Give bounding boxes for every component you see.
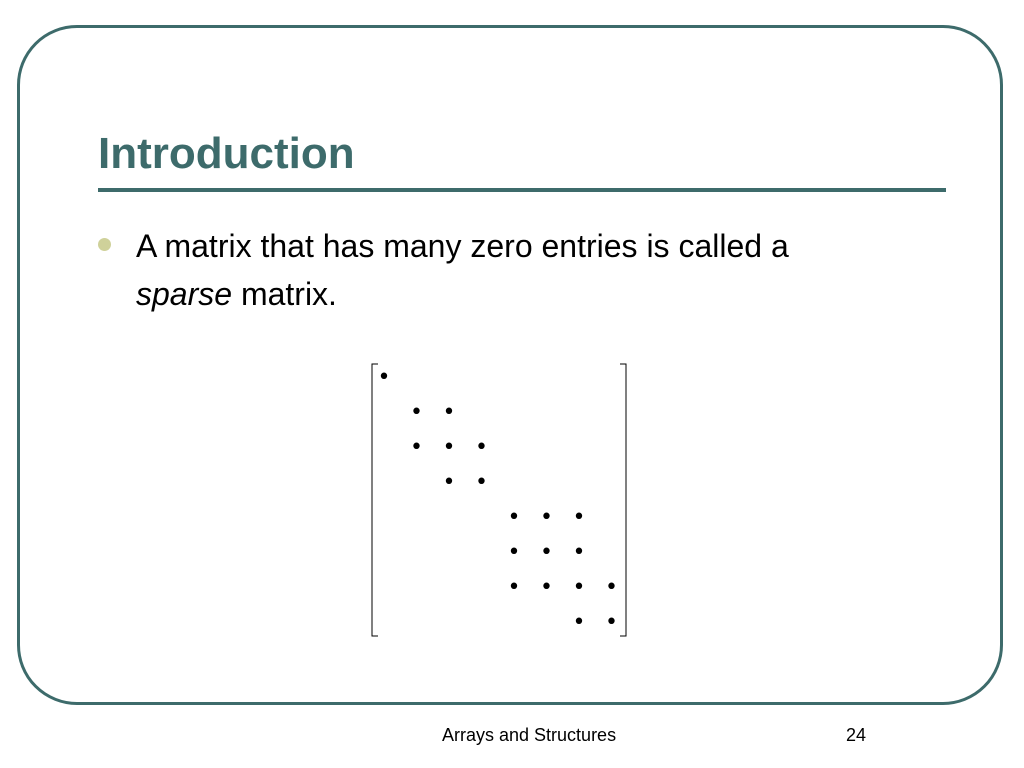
- bullet-text: [136, 222, 858, 318]
- matrix-nonzero-entry: •: [572, 575, 586, 600]
- matrix-nonzero-entry: •: [540, 575, 553, 600]
- bullet-dot-icon: [98, 238, 111, 251]
- bullet-emphasis: sparse: [136, 276, 233, 312]
- matrix-nonzero-entry: •: [377, 365, 391, 390]
- matrix-nonzero-entry: •: [507, 505, 521, 530]
- matrix-nonzero-entry: •: [572, 610, 586, 635]
- matrix-nonzero-entry: •: [572, 505, 586, 530]
- slide-title: Introduction: [98, 129, 355, 178]
- sparse-matrix-figure: [360, 358, 640, 643]
- matrix-nonzero-entry: •: [475, 470, 488, 495]
- bullet-text-after: matrix.: [232, 276, 337, 312]
- title-underline: [98, 188, 946, 192]
- sparse-matrix-svg: [360, 358, 640, 643]
- matrix-nonzero-entry: •: [507, 575, 521, 600]
- matrix-nonzero-entry: •: [605, 610, 618, 635]
- matrix-entries: [378, 365, 618, 635]
- matrix-nonzero-entry: •: [475, 435, 488, 460]
- bullet-text-before: A matrix that has many zero entries is called a: [136, 228, 789, 264]
- matrix-nonzero-entry: •: [540, 505, 553, 530]
- right-bracket: [620, 364, 626, 636]
- matrix-nonzero-entry: •: [605, 575, 618, 600]
- matrix-nonzero-entry: •: [442, 470, 456, 495]
- matrix-nonzero-entry: •: [540, 540, 553, 565]
- matrix-nonzero-entry: •: [442, 435, 456, 460]
- matrix-nonzero-entry: •: [410, 400, 423, 425]
- page-number: 24: [846, 725, 867, 745]
- matrix-nonzero-entry: •: [507, 540, 521, 565]
- matrix-nonzero-entry: •: [572, 540, 586, 565]
- left-bracket: [372, 364, 378, 636]
- matrix-nonzero-entry: •: [410, 435, 423, 460]
- footer-title: Arrays and Structures: [442, 725, 617, 745]
- matrix-nonzero-entry: •: [442, 400, 456, 425]
